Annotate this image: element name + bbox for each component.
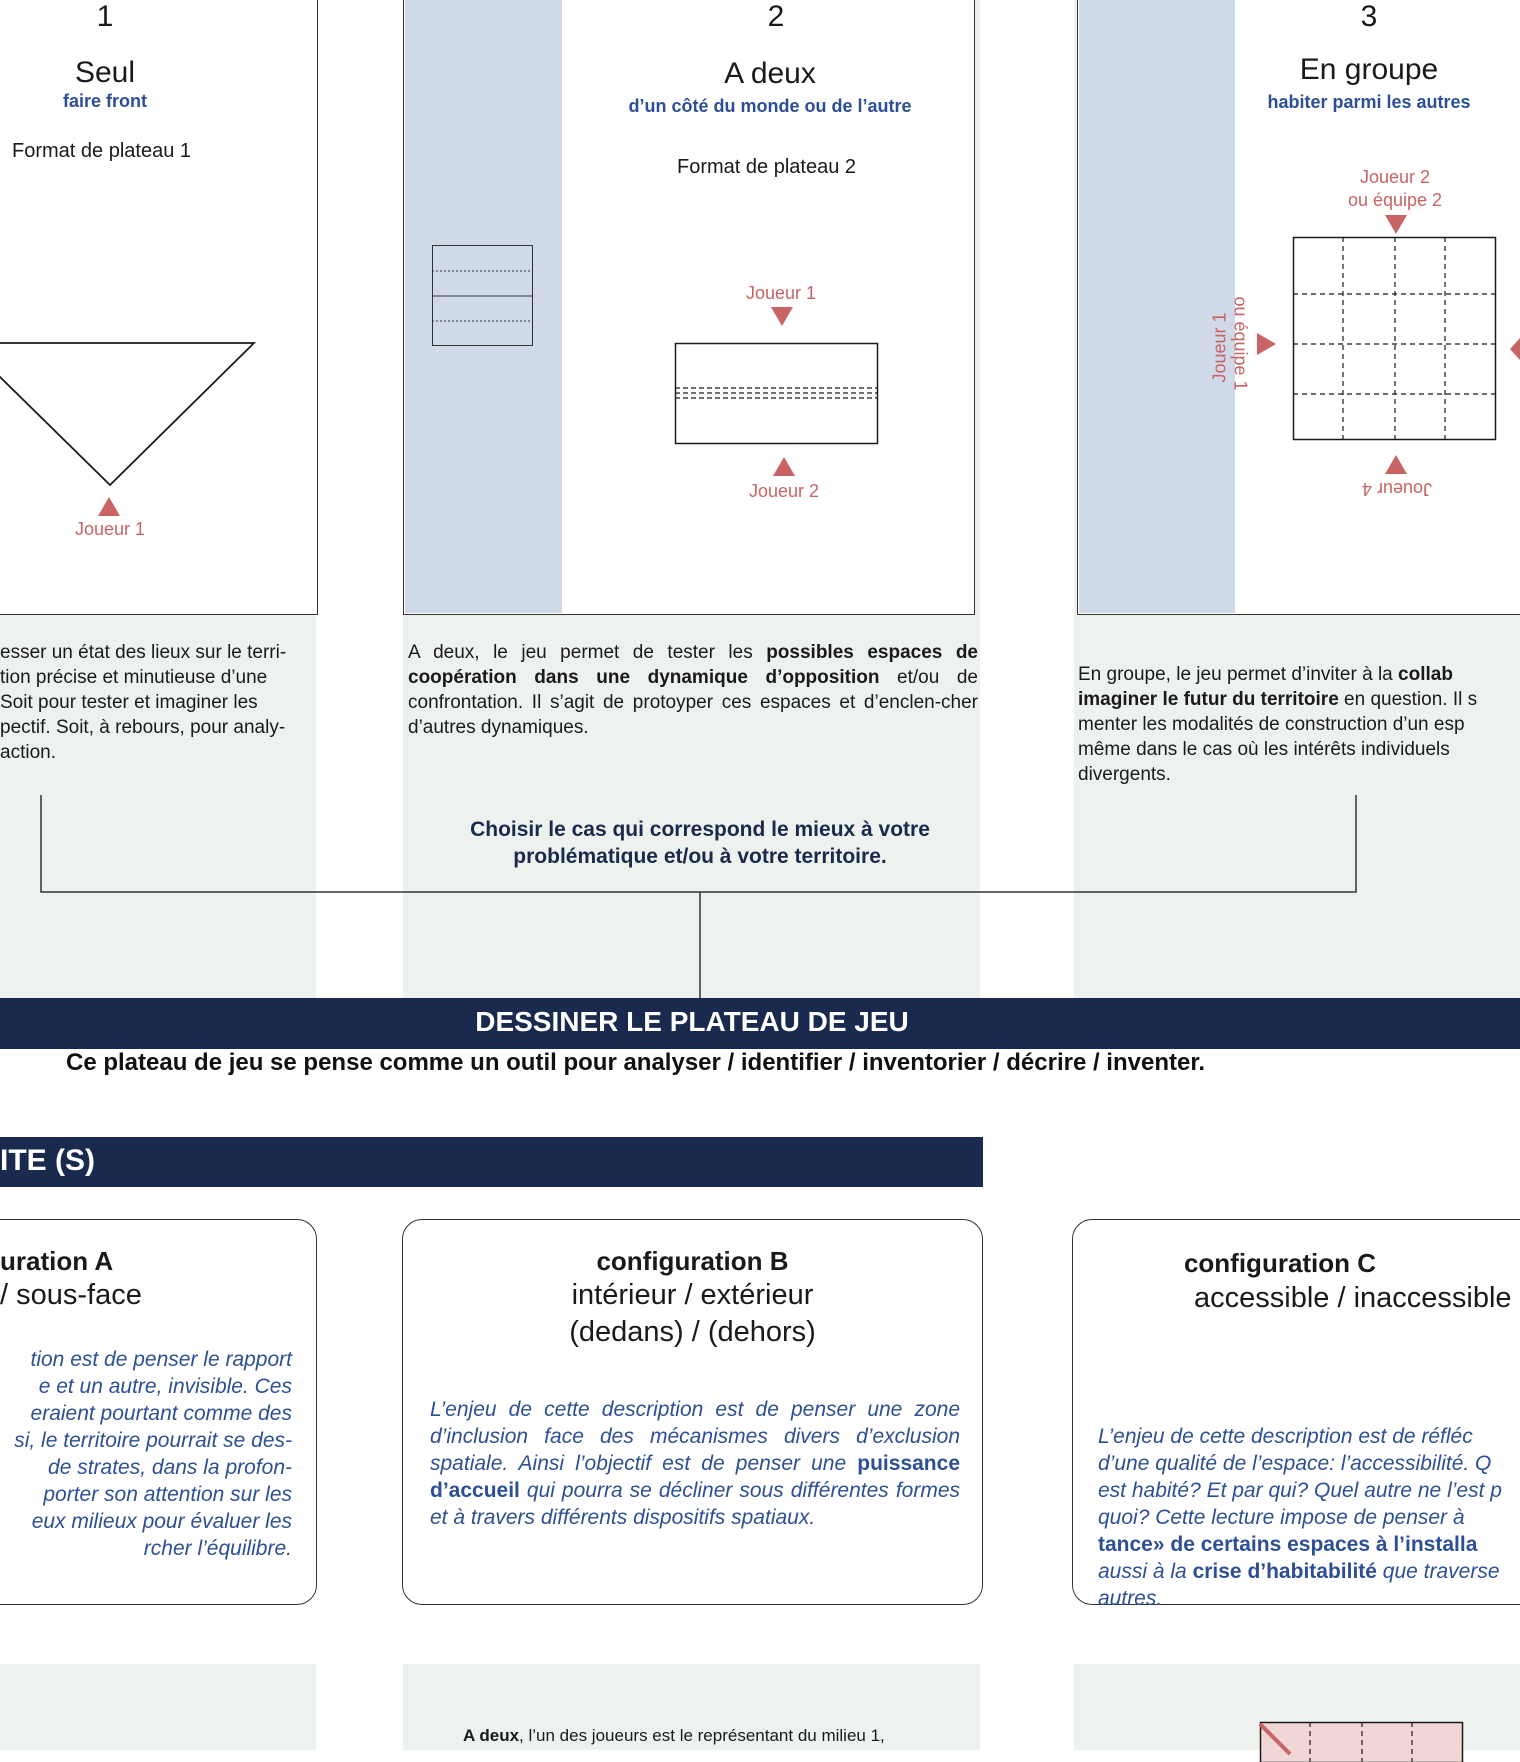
config-c-description bbox=[1098, 1396, 1520, 1612]
section-label: ITE (S) bbox=[0, 1144, 95, 1178]
config-b-title: configuration B bbox=[402, 1246, 983, 1277]
player-arrow-up-icon bbox=[98, 497, 120, 517]
panel-title-a-deux: A deux bbox=[620, 57, 920, 91]
column-bg-bottom-1 bbox=[0, 1664, 316, 1750]
config-a-description: tion est de penser le rapport e et un autre, invisible. Ces eraient pourtant comme des si, le territoire pourrait se des- de strates, dans la profon- porter son attention sur les eux milieux pour évaluer les rcher l’équilibre. bbox=[0, 1346, 292, 1562]
player-label-3-top-a: Joueur 2 bbox=[1345, 167, 1445, 188]
player-arrow-down-icon bbox=[771, 307, 793, 327]
panel-title-en-groupe: En groupe bbox=[1219, 53, 1519, 87]
desc-bold: crise d’habitabilité bbox=[1193, 1560, 1377, 1583]
desc-part: en question. Il s menter les modalités de construction d’un esp même dans le cas où les intérêts individuels divergents. bbox=[1078, 689, 1477, 785]
panel-2-description bbox=[408, 640, 978, 740]
player-label-3-top-b: ou équipe 2 bbox=[1335, 190, 1455, 211]
board-format-1: Format de plateau 1 bbox=[12, 140, 191, 163]
player-label-3-left-a: Joueur 1 bbox=[1210, 298, 1231, 398]
board-thumbnail bbox=[432, 245, 534, 347]
panel-1-description: esser un état des lieux sur le terri- tion précise et minutieuse d’une Soit pour tester et imaginer les pectif. Soit, à rebours, pour analy- action. bbox=[0, 640, 310, 765]
board-rectangle-2 bbox=[675, 343, 879, 445]
panel-subtitle-seul: faire front bbox=[5, 91, 205, 112]
desc-part: A deux, le jeu permet de tester les bbox=[408, 642, 766, 663]
desc-part: que traverse autres. bbox=[1098, 1560, 1500, 1610]
player-label-2-top: Joueur 1 bbox=[731, 283, 831, 304]
desc-bold: imaginer le futur du territoire bbox=[1078, 689, 1339, 710]
panel-title-seul: Seul bbox=[5, 56, 205, 90]
panel-number-1: 1 bbox=[70, 0, 140, 34]
panel-3-description bbox=[1078, 637, 1520, 787]
player-label-3-left-b: ou équipe 1 bbox=[1230, 284, 1251, 404]
board-format-2: Format de plateau 2 bbox=[677, 156, 856, 179]
config-a-subtitle: / sous-face bbox=[0, 1277, 142, 1314]
footer-bold: A deux bbox=[463, 1726, 519, 1745]
player-label-3-bottom: Joueur 4 bbox=[1347, 478, 1447, 499]
desc-bold: possibles espaces de coopération dans une dynamique d’opposition bbox=[408, 642, 978, 688]
config-c-title: configuration C bbox=[1072, 1248, 1488, 1279]
player-arrow-down-icon bbox=[1385, 215, 1407, 235]
config-b-subtitle-1: intérieur / extérieur bbox=[402, 1277, 983, 1314]
config-b-description bbox=[430, 1396, 960, 1531]
player-arrow-up-icon bbox=[1385, 455, 1407, 475]
section-label-bar bbox=[0, 1137, 983, 1187]
board-preview-c bbox=[1260, 1722, 1464, 1762]
config-a-title: uration A bbox=[0, 1246, 113, 1277]
panel-subtitle-en-groupe: habiter parmi les autres bbox=[1219, 92, 1519, 113]
player-label-2-bottom: Joueur 2 bbox=[734, 481, 834, 502]
choose-case-text-1: Choisir le cas qui correspond le mieux à votre bbox=[400, 818, 1000, 842]
desc-part: et/ou de confrontation. Il s’agit de protoyper ces espaces et d’enclen-cher d’autres dynamiques. bbox=[408, 667, 978, 738]
desc-bold: collab bbox=[1398, 664, 1453, 685]
config-b-subtitle-2: (dedans) / (dehors) bbox=[402, 1314, 983, 1351]
player-arrow-up-icon bbox=[773, 457, 795, 477]
desc-part: En groupe, le jeu permet d’inviter à la bbox=[1078, 664, 1398, 685]
config-c-subtitle: accessible / inaccessible bbox=[1194, 1280, 1512, 1317]
footer-text-b bbox=[463, 1726, 885, 1746]
desc-part: L’enjeu de cette description est de réfléc d’une qualité de l’espace: l’accessibilité. Q est habité? Et par qui? Quel autre ne l’est p quoi? Cette lecture impose de penser à bbox=[1098, 1425, 1502, 1529]
desc-part: L’enjeu de cette description est de penser une zone d’inclusion face des mécanismes divers d’exclusion spatiale. Ainsi l’objectif est de penser une bbox=[430, 1398, 960, 1475]
board-triangle bbox=[0, 343, 260, 493]
desc-bold: puissance d’accueil bbox=[430, 1452, 960, 1502]
player-label-1: Joueur 1 bbox=[60, 519, 160, 540]
panel-subtitle-a-deux: d’un côté du monde ou de l’autre bbox=[570, 96, 970, 117]
banner-title: DESSINER LE PLATEAU DE JEU bbox=[0, 1006, 1384, 1038]
panel-number-3: 3 bbox=[1334, 0, 1404, 34]
desc-part: qui pourra se décliner sous différentes formes et à travers différents dispositifs spatiaux. bbox=[430, 1479, 960, 1529]
desc-part: aussi à la bbox=[1098, 1560, 1193, 1583]
banner-subtitle: Ce plateau de jeu se pense comme un outil pour analyser / identifier / inventorier / décrire / inventer. bbox=[66, 1049, 1205, 1077]
board-grid-3 bbox=[1293, 237, 1497, 441]
panel-number-2: 2 bbox=[741, 0, 811, 34]
desc-bold: tance» de certains espaces à l’installa bbox=[1098, 1533, 1477, 1556]
player-arrow-left-icon bbox=[1510, 338, 1520, 360]
choose-case-text-2: problématique et/ou à votre territoire. bbox=[400, 845, 1000, 869]
player-arrow-right-icon bbox=[1257, 333, 1277, 355]
footer-part: , l’un des joueurs est le représentant du milieu 1, bbox=[519, 1726, 885, 1745]
